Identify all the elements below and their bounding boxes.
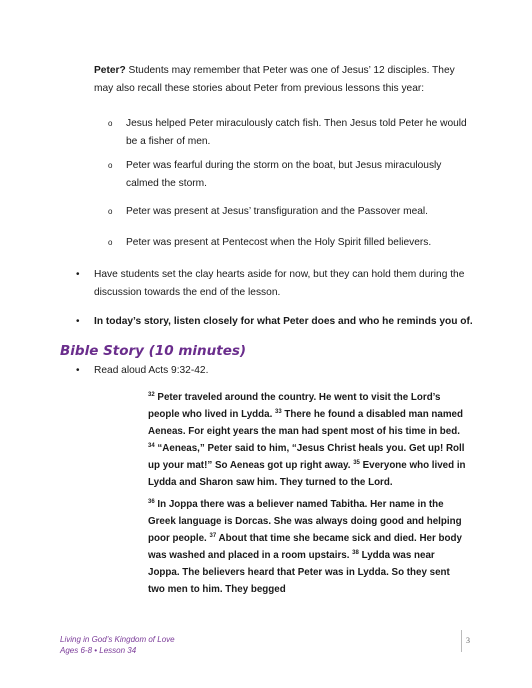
sub-item-text: Peter was present at Jesus’ transfiguration and the Passover meal. (126, 206, 429, 217)
verse-text: There he found a disabled man named Aeneas. For eight years the man had spent most of his time in bed. (148, 409, 463, 437)
bullet-text: Read aloud Acts 9:32-42. (94, 365, 209, 376)
intro-paragraph (94, 62, 474, 98)
bullet-item (76, 266, 476, 302)
verse-number: 32 (148, 392, 155, 398)
verse-number: 36 (148, 499, 155, 505)
circle-bullet-icon: o (108, 238, 113, 247)
verse-number: 33 (275, 409, 282, 415)
bullet-dot-icon: • (76, 365, 80, 376)
bullet-text: In today’s story, listen closely for what Peter does and who he reminds you of. (94, 316, 473, 327)
section-heading: Bible Story (10 minutes) (60, 343, 247, 359)
verse-text: In Joppa there was a believer named Tabitha. Her name in the Greek language is Dorcas. She was always doing good and helping poor people. (148, 499, 462, 544)
sub-list-item (108, 157, 468, 193)
circle-bullet-icon: o (108, 119, 113, 128)
bullet-text: Have students set the clay hearts aside for now, but they can hold them during the discussion towards the end of the lesson. (94, 269, 465, 298)
circle-bullet-icon: o (108, 207, 113, 216)
footer-title (60, 634, 175, 656)
verse-text: “Aeneas,” Peter said to him, “Jesus Christ heals you. Get up! Roll up your mat!” So Aeneas got up right away. (148, 443, 465, 471)
verse-number: 38 (352, 550, 359, 556)
sub-list-item (108, 115, 468, 151)
sub-item-text: Peter was fearful during the storm on the boat, but Jesus miraculously calmed the storm. (126, 160, 442, 189)
circle-bullet-icon: o (108, 161, 113, 170)
footer-line-1: Living in God’s Kingdom of Love (60, 635, 175, 644)
intro-lead: Peter? (94, 65, 126, 76)
verse-number: 37 (209, 533, 217, 539)
bullet-item (76, 313, 476, 331)
intro-text: Students may remember that Peter was one of Jesus’ 12 disciples. They may also recall these stories about Peter from previous lessons this year: (94, 65, 455, 94)
bullet-dot-icon: • (76, 269, 80, 280)
verse-text: Peter traveled around the country. He went to visit the Lord’s people who lived in Lydda. (148, 392, 441, 420)
verse-number: 35 (353, 460, 360, 466)
page-number: 3 (466, 636, 470, 645)
footer-line-2: Ages 6-8 • Lesson 34 (60, 646, 137, 655)
bullet-dot-icon: • (76, 316, 80, 327)
scripture-paragraph (148, 496, 466, 598)
footer-divider (461, 630, 462, 652)
verse-number: 34 (148, 443, 155, 449)
verse-text: Lydda was near Joppa. The believers heard that Peter was in Lydda. So they sent two men to him. They begged (148, 550, 450, 595)
verse-text: Everyone who lived in Lydda and Sharon saw him. They turned to the Lord. (148, 460, 466, 488)
bullet-item (76, 362, 476, 380)
sub-list-item (108, 234, 468, 252)
sub-list-item (108, 203, 468, 221)
sub-item-text: Peter was present at Pentecost when the Holy Spirit filled believers. (126, 237, 432, 248)
sub-item-text: Jesus helped Peter miraculously catch fish. Then Jesus told Peter he would be a fisher of men. (126, 118, 467, 147)
verse-text: About that time she became sick and died. Her body was washed and placed in a room upstairs. (148, 533, 462, 561)
scripture-paragraph (148, 389, 466, 491)
